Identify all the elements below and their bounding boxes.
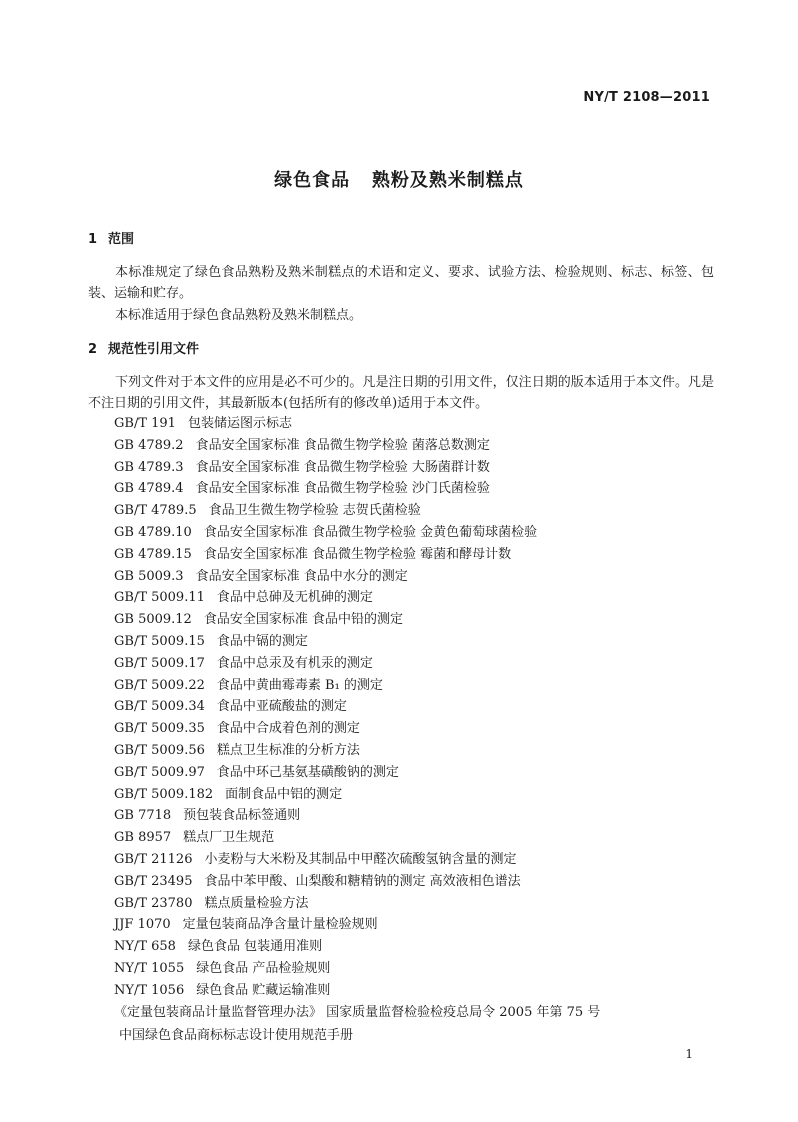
reference-title: 食品安全国家标准 食品微生物学检验 霉菌和酵母计数 — [203, 546, 512, 562]
reference-item — [114, 871, 537, 893]
reference-item — [114, 784, 537, 806]
reference-code: GB/T 23780 — [114, 895, 193, 911]
section-1-number: 1 — [88, 232, 98, 247]
reference-title: 糕点质量检验方法 — [204, 895, 309, 911]
reference-code: GB/T 4789.5 — [114, 503, 197, 519]
reference-item — [114, 435, 537, 457]
section-2-heading — [88, 341, 199, 359]
reference-item — [114, 609, 537, 631]
reference-code: GB 8957 — [114, 830, 172, 846]
reference-code: NY/T 1056 — [114, 982, 185, 998]
reference-item — [114, 544, 537, 566]
reference-code: JJF 1070 — [114, 917, 171, 933]
reference-title: 食品中合成着色剂的测定 — [216, 721, 360, 737]
page-number: 1 — [685, 1047, 693, 1061]
reference-code: GB 4789.10 — [114, 524, 192, 540]
reference-item — [114, 893, 537, 915]
reference-title: 食品安全国家标准 食品微生物学检验 金黄色葡萄球菌检验 — [203, 524, 538, 540]
reference-code: GB/T 5009.22 — [114, 677, 205, 693]
reference-title: 食品中环己基氨基磺酸钠的测定 — [216, 764, 399, 780]
section-1-paragraph-2: 本标准适用于绿色食品熟粉及熟米制糕点。 — [115, 308, 363, 323]
reference-title: 小麦粉与大米粉及其制品中甲醛次硫酸氢钠含量的测定 — [204, 851, 517, 867]
reference-title: 食品中黄曲霉毒素 B₁ 的测定 — [216, 677, 383, 693]
reference-code: GB 5009.3 — [114, 568, 184, 584]
reference-title: 面制食品中铝的测定 — [225, 786, 343, 802]
reference-title: 糕点卫生标准的分析方法 — [216, 742, 360, 758]
reference-code: GB 5009.12 — [114, 612, 192, 628]
section-1-paragraph-1: 本标准规定了绿色食品熟粉及熟米制糕点的术语和定义、要求、试验方法、检验规则、标志、标签、包装、运输和贮存。 — [88, 265, 714, 301]
reference-item — [114, 413, 537, 435]
reference-code: GB/T 5009.17 — [114, 655, 205, 671]
reference-item — [114, 587, 537, 609]
reference-item — [114, 762, 537, 784]
reference-item — [114, 478, 537, 500]
reference-item — [114, 653, 537, 675]
reference-item — [114, 827, 537, 849]
section-2-number: 2 — [88, 342, 98, 357]
reference-title: 糕点厂卫生规范 — [183, 830, 275, 846]
section-1-title: 范围 — [108, 232, 135, 247]
reference-code: GB 4789.3 — [114, 459, 184, 475]
reference-item — [114, 522, 537, 544]
section-1-heading — [88, 231, 134, 249]
reference-code: GB/T 5009.56 — [114, 742, 205, 758]
reference-title: 食品安全国家标准 食品微生物学检验 大肠菌群计数 — [195, 459, 490, 475]
reference-code: GB/T 21126 — [114, 851, 193, 867]
document-title: 绿色食品 熟粉及熟米制糕点 — [274, 170, 524, 191]
extra-reference-regulation: 《定量包装商品计量监督管理办法》 国家质量监督检验检疫总局令 2005 年第 75 号 — [114, 1005, 601, 1020]
reference-title: 食品安全国家标准 食品微生物学检验 沙门氏菌检验 — [195, 481, 490, 497]
section-2-paragraph-1: 下列文件对于本文件的应用是必不可少的。凡是注日期的引用文件，仅注日期的版本适用于本文件。凡是不注日期的引用文件，其最新版本(包括所有的修改单)适用于本文件。 — [88, 375, 714, 411]
reference-code: GB/T 23495 — [114, 873, 193, 889]
reference-title: 包装储运图示标志 — [187, 416, 292, 431]
reference-title: 定量包装商品净含量计量检验规则 — [182, 917, 378, 933]
reference-item — [114, 675, 537, 697]
reference-title: 食品中苯甲酸、山梨酸和糖精钠的测定 高效液相色谱法 — [204, 873, 521, 889]
reference-code: GB/T 5009.97 — [114, 764, 205, 780]
section-2-title: 规范性引用文件 — [108, 342, 200, 357]
reference-code: GB 4789.4 — [114, 481, 184, 497]
reference-item — [114, 566, 537, 588]
reference-code: GB/T 5009.35 — [114, 721, 205, 737]
reference-item — [114, 849, 537, 871]
reference-code: GB/T 5009.11 — [114, 590, 205, 606]
reference-code: GB/T 5009.182 — [114, 786, 214, 802]
reference-title: 食品安全国家标准 食品中铅的测定 — [203, 612, 403, 628]
reference-item — [114, 914, 537, 936]
reference-item — [114, 718, 537, 740]
reference-code: GB/T 191 — [114, 416, 176, 431]
reference-item — [114, 631, 537, 653]
reference-item — [114, 936, 537, 958]
reference-code: GB 7718 — [114, 808, 172, 824]
reference-title: 食品安全国家标准 食品微生物学检验 菌落总数测定 — [195, 437, 490, 453]
reference-title: 食品卫生微生物学检验 志贺氏菌检验 — [208, 503, 421, 519]
standard-code: NY/T 2108—2011 — [583, 90, 710, 105]
reference-title: 预包装食品标签通则 — [183, 808, 301, 824]
reference-code: GB 4789.15 — [114, 546, 192, 562]
reference-title: 绿色食品 包装通用准则 — [187, 939, 323, 955]
reference-item — [114, 740, 537, 762]
reference-code: NY/T 658 — [114, 939, 176, 955]
reference-title: 食品中亚硫酸盐的测定 — [216, 699, 347, 715]
reference-title: 食品安全国家标准 食品中水分的测定 — [195, 568, 408, 584]
reference-title: 食品中总砷及无机砷的测定 — [216, 590, 373, 606]
reference-title: 食品中总汞及有机汞的测定 — [216, 655, 373, 671]
reference-item — [114, 980, 537, 1002]
extra-reference-manual: 中国绿色食品商标标志设计使用规范手册 — [119, 1028, 354, 1043]
reference-list — [114, 413, 537, 1002]
reference-item — [114, 500, 537, 522]
reference-item — [114, 958, 537, 980]
reference-item — [114, 696, 537, 718]
reference-title: 绿色食品 产品检验规则 — [196, 960, 331, 976]
reference-item — [114, 457, 537, 479]
reference-code: GB/T 5009.34 — [114, 699, 205, 715]
reference-code: GB/T 5009.15 — [114, 633, 205, 649]
reference-code: GB 4789.2 — [114, 437, 184, 453]
reference-item — [114, 805, 537, 827]
reference-code: NY/T 1055 — [114, 960, 185, 976]
reference-title: 绿色食品 贮藏运输准则 — [196, 982, 331, 998]
reference-title: 食品中镉的测定 — [216, 633, 308, 649]
